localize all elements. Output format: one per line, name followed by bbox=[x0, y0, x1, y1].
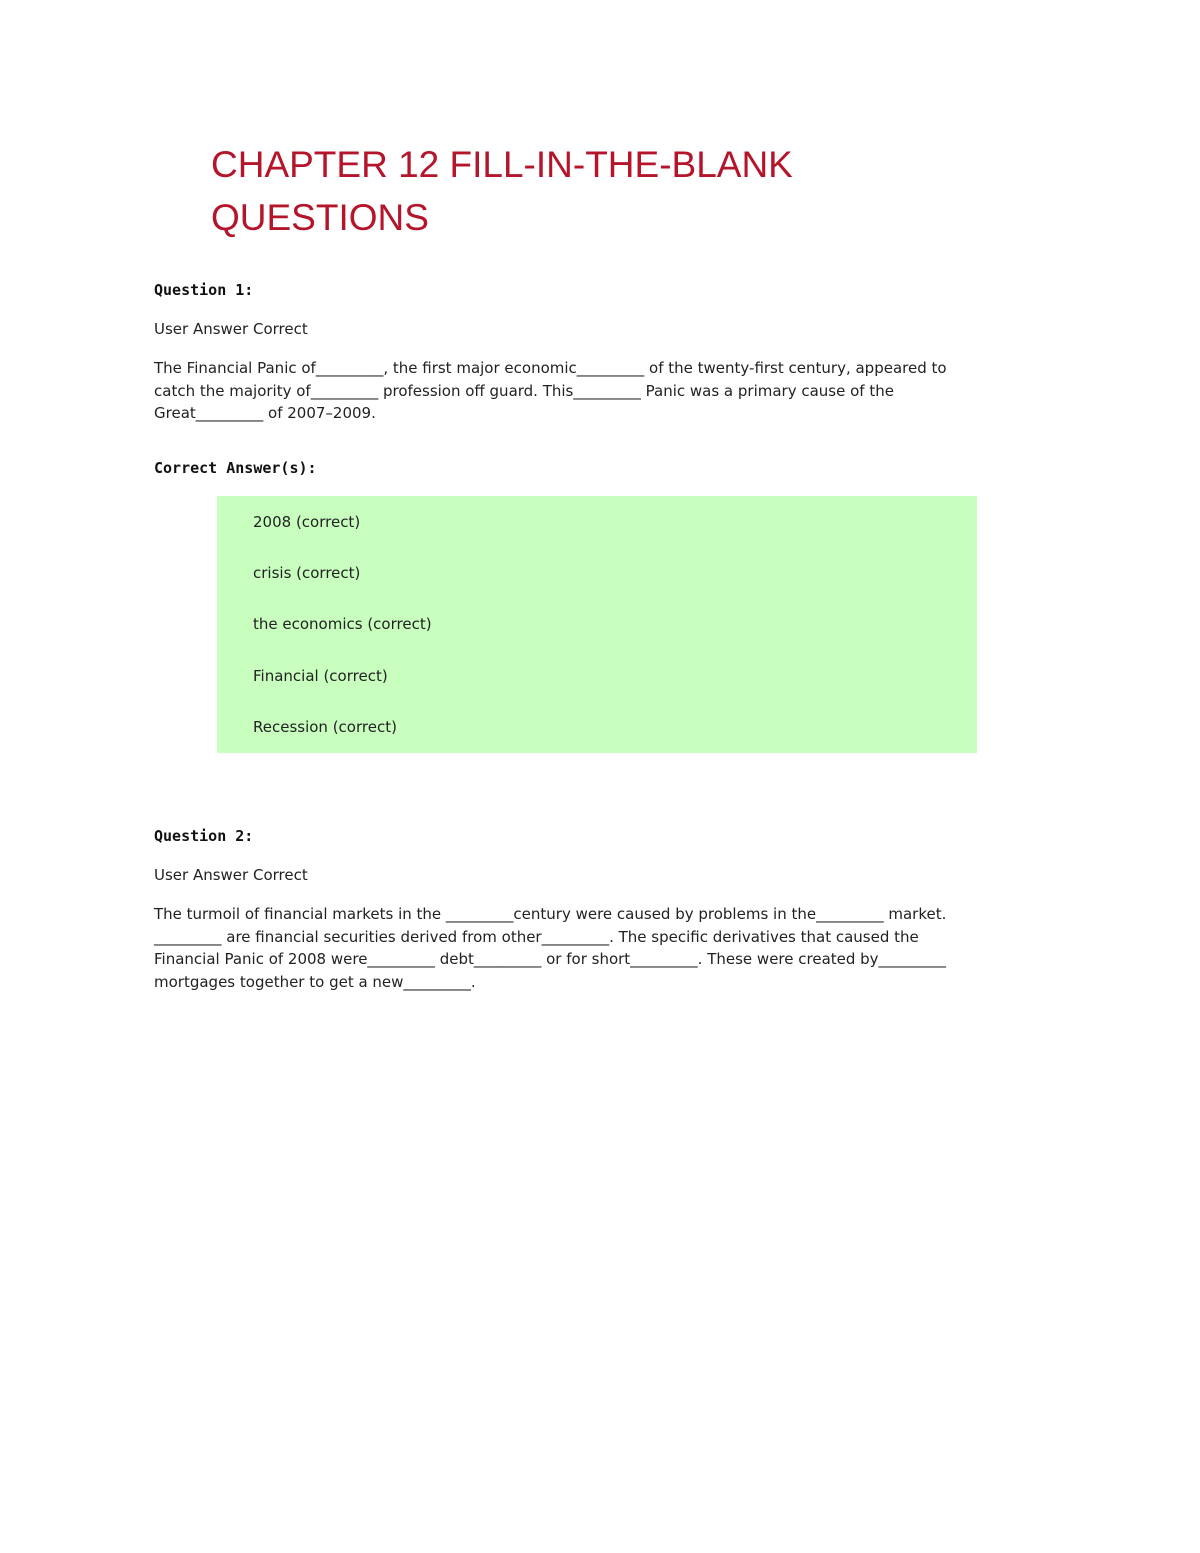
question-2-heading: Question 2: bbox=[154, 827, 254, 845]
page-title: CHAPTER 12 FILL-IN-THE-BLANK QUESTIONS bbox=[211, 144, 793, 238]
answer-item: the economics (correct) bbox=[253, 615, 432, 633]
question-2-text: The turmoil of financial markets in the _________century were caused by problems in the_________ market. _________ are financial securities derived from other_________. The specific derivatives that caused the Financial Panic of 2008 were_________ debt_________ or for short_________. These were created by_________ mortgages together to get a new_________. bbox=[154, 905, 947, 991]
correct-answers-box bbox=[217, 496, 977, 753]
question-1-status: User Answer Correct bbox=[154, 320, 308, 338]
answer-item: Financial (correct) bbox=[253, 667, 388, 685]
question-1-heading: Question 1: bbox=[154, 281, 254, 299]
correct-answers-heading: Correct Answer(s): bbox=[154, 459, 317, 477]
answer-item: Recession (correct) bbox=[253, 718, 397, 736]
answer-item: 2008 (correct) bbox=[253, 513, 361, 531]
question-2-status: User Answer Correct bbox=[154, 866, 308, 884]
answer-item: crisis (correct) bbox=[253, 564, 361, 582]
question-1-text: The Financial Panic of_________, the first major economic_________ of the twenty-first century, appeared to catch the majority of_________ profession off guard. This_________ Panic was a primary cause of the Great_________ of 2007–2009. bbox=[154, 359, 947, 422]
